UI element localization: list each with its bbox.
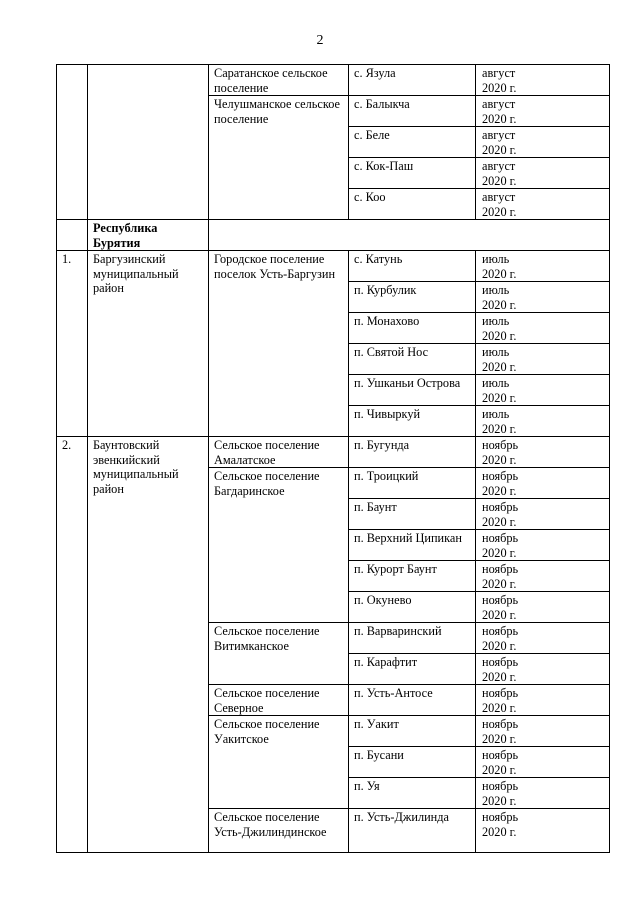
month: ноябрь — [482, 562, 519, 576]
month: июль — [482, 345, 510, 359]
settlement-cell: Сельское поселение Усть-Джилиндинское — [209, 809, 349, 853]
village-cell: с. Коо — [349, 189, 476, 220]
month: август — [482, 190, 516, 204]
page-number: 2 — [316, 33, 324, 48]
date-cell — [476, 189, 610, 220]
year: 2020 г. — [482, 390, 517, 405]
year: 2020 г. — [482, 545, 517, 560]
village-cell: п. Бугунда — [349, 437, 476, 468]
village-cell: п. Курбулик — [349, 282, 476, 313]
month: ноябрь — [482, 779, 519, 793]
num-cell: 1. — [57, 251, 88, 437]
date-cell — [476, 809, 610, 853]
date-cell — [476, 344, 610, 375]
date-cell — [476, 251, 610, 282]
settlement-cell: Сельское поселение Северное — [209, 685, 349, 716]
month: август — [482, 159, 516, 173]
table-row — [57, 437, 610, 468]
month: ноябрь — [482, 748, 519, 762]
num-cell — [57, 220, 88, 251]
year: 2020 г. — [482, 173, 517, 188]
year: 2020 г. — [482, 142, 517, 157]
schedule-table — [56, 64, 610, 853]
month: ноябрь — [482, 717, 519, 731]
date-cell — [476, 282, 610, 313]
village-cell: п. Святой Нос — [349, 344, 476, 375]
village-cell: п. Карафтит — [349, 654, 476, 685]
village-cell: с. Катунь — [349, 251, 476, 282]
year: 2020 г. — [482, 483, 517, 498]
village-cell: п. Бусани — [349, 747, 476, 778]
village-cell: с. Кок-Паш — [349, 158, 476, 189]
village-cell: п. Ушканьи Острова — [349, 375, 476, 406]
settlement-cell: Сельское поселение Витимканское — [209, 623, 349, 685]
date-cell — [476, 65, 610, 96]
month: июль — [482, 283, 510, 297]
date-cell — [476, 468, 610, 499]
date-cell — [476, 313, 610, 344]
month: ноябрь — [482, 531, 519, 545]
date-cell — [476, 158, 610, 189]
date-cell — [476, 716, 610, 747]
village-cell: с. Язула — [349, 65, 476, 96]
village-cell: п. Баунт — [349, 499, 476, 530]
month: ноябрь — [482, 624, 519, 638]
year: 2020 г. — [482, 607, 517, 622]
year: 2020 г. — [482, 793, 517, 808]
year: 2020 г. — [482, 669, 517, 684]
village-cell: п. Верхний Ципикан — [349, 530, 476, 561]
region-name: Республика Бурятия — [88, 220, 209, 251]
village-cell: п. Окунево — [349, 592, 476, 623]
date-cell — [476, 654, 610, 685]
year: 2020 г. — [482, 576, 517, 591]
year: 2020 г. — [482, 359, 517, 374]
village-cell: с. Балыкча — [349, 96, 476, 127]
month: август — [482, 128, 516, 142]
year: 2020 г. — [482, 421, 517, 436]
district-cell: Баунтовский эвенкийский муниципальный район — [88, 437, 209, 853]
month: ноябрь — [482, 469, 519, 483]
month: июль — [482, 376, 510, 390]
region-row — [57, 220, 610, 251]
date-cell — [476, 561, 610, 592]
year: 2020 г. — [482, 824, 517, 839]
month: ноябрь — [482, 810, 519, 824]
year: 2020 г. — [482, 297, 517, 312]
year: 2020 г. — [482, 700, 517, 715]
date-cell — [476, 437, 610, 468]
month: август — [482, 66, 516, 80]
settlement-cell: Сельское поселение Уакитское — [209, 716, 349, 809]
year: 2020 г. — [482, 762, 517, 777]
village-cell: п. Усть-Джилинда — [349, 809, 476, 853]
date-cell — [476, 406, 610, 437]
village-cell: п. Уя — [349, 778, 476, 809]
settlement-cell: Сельское поселение Багдаринское — [209, 468, 349, 623]
month: июль — [482, 407, 510, 421]
village-cell: п. Уакит — [349, 716, 476, 747]
date-cell — [476, 127, 610, 158]
year: 2020 г. — [482, 638, 517, 653]
year: 2020 г. — [482, 328, 517, 343]
month: июль — [482, 314, 510, 328]
month: ноябрь — [482, 500, 519, 514]
date-cell — [476, 375, 610, 406]
date-cell — [476, 592, 610, 623]
settlement-cell: Саратанское сельское поселение — [209, 65, 349, 96]
village-cell: п. Монахово — [349, 313, 476, 344]
year: 2020 г. — [482, 266, 517, 281]
settlement-cell: Сельское поселение Амалатское — [209, 437, 349, 468]
month: ноябрь — [482, 438, 519, 452]
settlement-cell: Челушманское сельское поселение — [209, 96, 349, 220]
settlement-cell: Городское поселение поселок Усть-Баргузин — [209, 251, 349, 437]
num-cell: 2. — [57, 437, 88, 853]
date-cell — [476, 685, 610, 716]
month: август — [482, 97, 516, 111]
date-cell — [476, 778, 610, 809]
month: июль — [482, 252, 510, 266]
district-cell — [88, 65, 209, 220]
year: 2020 г. — [482, 80, 517, 95]
table-row — [57, 65, 610, 96]
district-cell: Баргузинский муниципальный район — [88, 251, 209, 437]
village-cell: п. Варваринский — [349, 623, 476, 654]
year: 2020 г. — [482, 514, 517, 529]
village-cell: с. Беле — [349, 127, 476, 158]
village-cell: п. Курорт Баунт — [349, 561, 476, 592]
month: ноябрь — [482, 593, 519, 607]
village-cell: п. Чивыркуй — [349, 406, 476, 437]
date-cell — [476, 499, 610, 530]
village-cell: п. Усть-Антосе — [349, 685, 476, 716]
year: 2020 г. — [482, 452, 517, 467]
year: 2020 г. — [482, 204, 517, 219]
date-cell — [476, 747, 610, 778]
date-cell — [476, 96, 610, 127]
village-cell: п. Троицкий — [349, 468, 476, 499]
date-cell — [476, 530, 610, 561]
month: ноябрь — [482, 655, 519, 669]
empty-cell — [209, 220, 610, 251]
num-cell — [57, 65, 88, 220]
table-row — [57, 251, 610, 282]
year: 2020 г. — [482, 111, 517, 126]
date-cell — [476, 623, 610, 654]
year: 2020 г. — [482, 731, 517, 746]
month: ноябрь — [482, 686, 519, 700]
